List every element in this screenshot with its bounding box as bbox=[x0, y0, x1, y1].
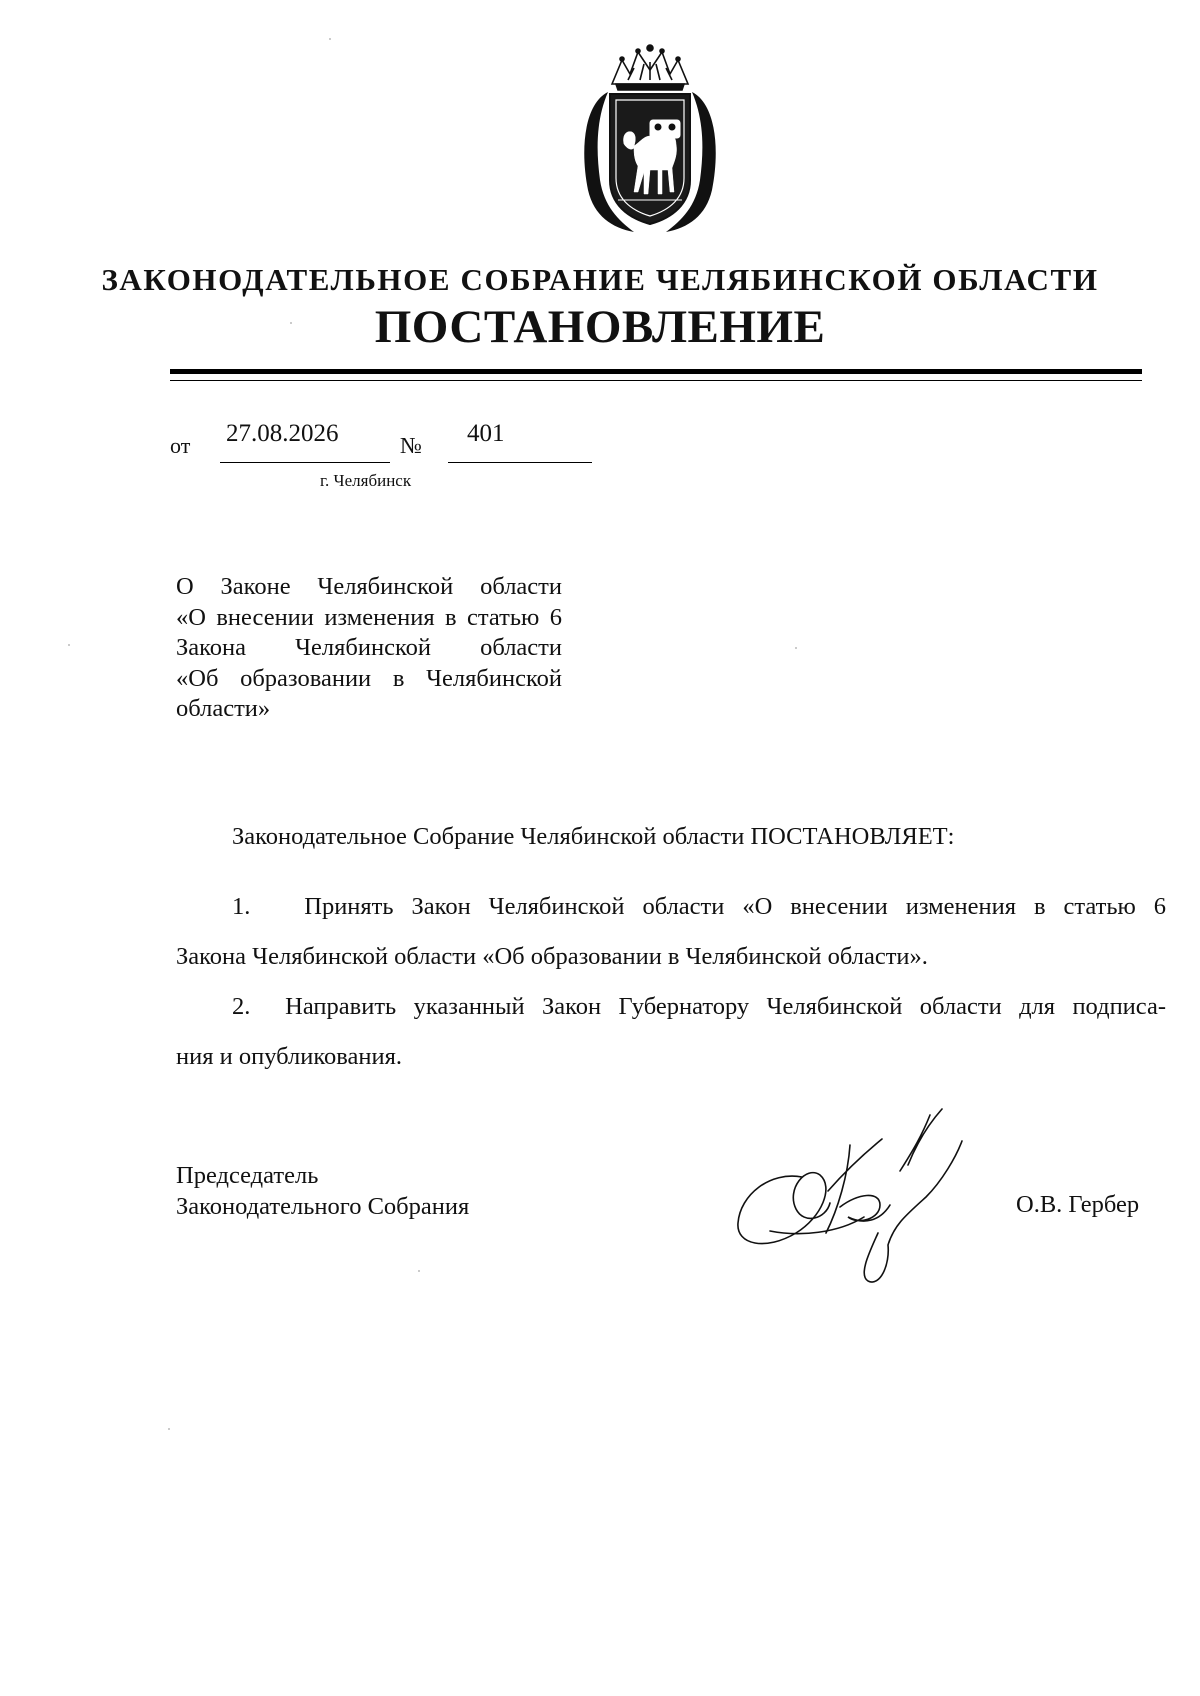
scan-speck bbox=[68, 644, 70, 646]
item-text: Направить указанный Закон Губернатору Челябинской области для подписа- bbox=[285, 993, 1166, 1020]
signatory-title bbox=[176, 1160, 469, 1222]
date-underline bbox=[220, 462, 390, 463]
preamble-text: Законодательное Собрание Челябинской области ПОСТАНОВЛЯЕТ: bbox=[232, 823, 955, 850]
document-subject bbox=[176, 572, 562, 725]
item-number: 1. bbox=[232, 893, 251, 920]
item-text-continued: ния и опубликования. bbox=[176, 1043, 402, 1070]
subject-line: «О внесении изменения в статью 6 bbox=[176, 603, 562, 631]
scan-speck bbox=[168, 1428, 170, 1430]
header-rule-thin bbox=[170, 380, 1142, 381]
crown-icon bbox=[612, 45, 688, 90]
scan-speck bbox=[329, 38, 331, 40]
organization-title: ЗАКОНОДАТЕЛЬНОЕ СОБРАНИЕ ЧЕЛЯБИНСКОЙ ОБЛАСТИ bbox=[101, 262, 1099, 297]
scan-speck bbox=[418, 1270, 420, 1272]
handwritten-signature bbox=[730, 1105, 970, 1285]
resolution-item-2 bbox=[176, 982, 1166, 1082]
date-prefix-label: от bbox=[170, 433, 191, 458]
item-text: Принять Закон Челябинской области «О внесении изменения в статью 6 bbox=[304, 893, 1167, 920]
resolution-item-1 bbox=[176, 882, 1166, 982]
document-type-title: ПОСТАНОВЛЕНИЕ bbox=[374, 301, 826, 353]
item-number: 2. bbox=[232, 993, 251, 1020]
signatory-name: О.В. Гербер bbox=[1016, 1191, 1140, 1218]
subject-line: области» bbox=[176, 695, 271, 722]
item-text-continued: Закона Челябинской области «Об образовании в Челябинской области». bbox=[176, 943, 928, 970]
number-underline bbox=[448, 462, 592, 463]
document-date: 27.08.2026 bbox=[226, 420, 339, 447]
coat-of-arms-emblem bbox=[578, 40, 722, 236]
signatory-title-line: Законодательного Собрания bbox=[176, 1193, 470, 1220]
scan-speck bbox=[290, 322, 292, 324]
header-rule-thick bbox=[170, 369, 1142, 374]
number-prefix-label: № bbox=[400, 433, 422, 458]
subject-line: «Об образовании в Челябинской bbox=[176, 664, 562, 692]
signatory-title-line: Председатель bbox=[176, 1162, 319, 1189]
document-number: 401 bbox=[467, 420, 505, 447]
subject-line: Закона Челябинской области bbox=[176, 634, 562, 661]
subject-line: О Законе Челябинской области bbox=[176, 573, 562, 600]
city-label: г. Челябинск bbox=[320, 471, 412, 490]
scan-speck bbox=[795, 647, 797, 649]
